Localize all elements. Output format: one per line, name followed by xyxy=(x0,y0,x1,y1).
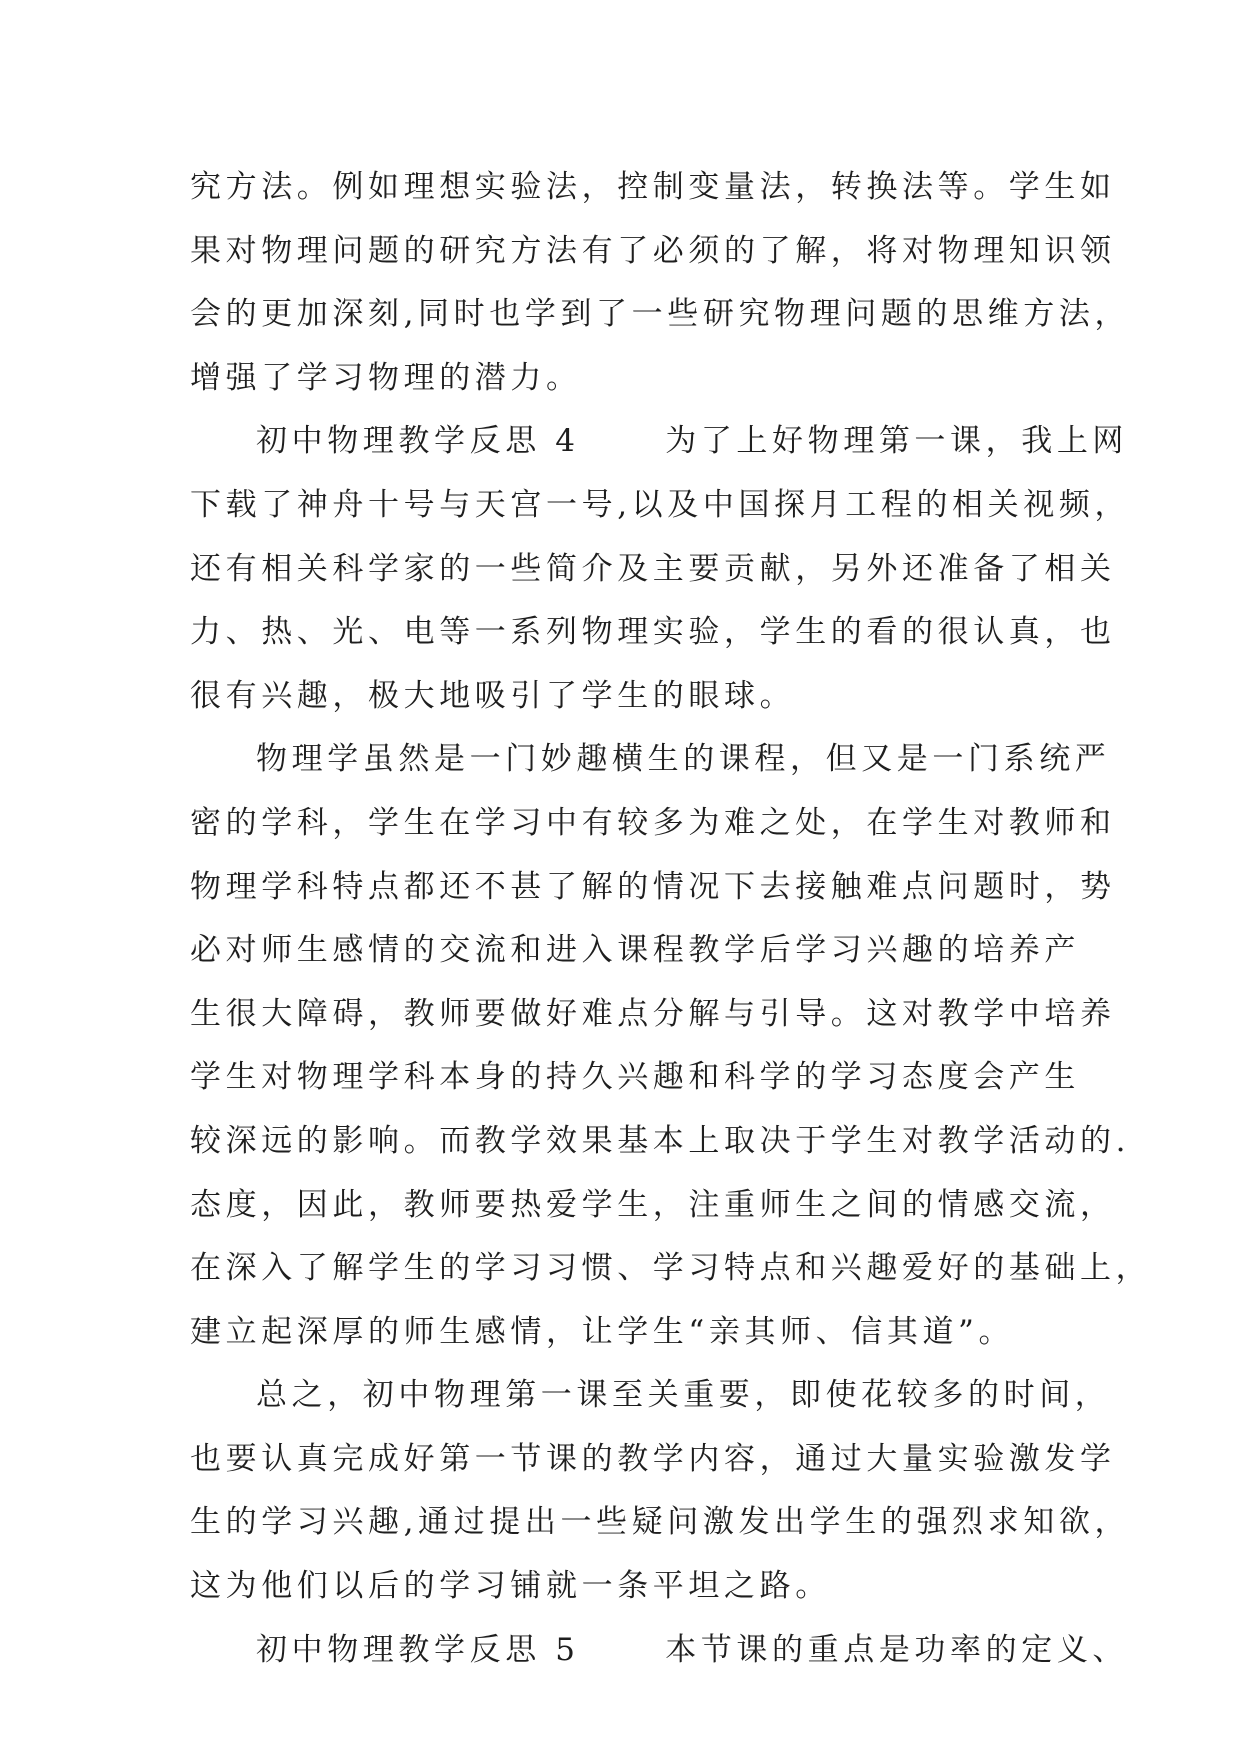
text-line: 较深远的影响。而教学效果基本上取决于学生对教学活动的. xyxy=(190,1122,1131,1159)
text-line: 态度，因此，教师要热爱学生，注重师生之间的情感交流， xyxy=(190,1186,1116,1223)
text-line: 也要认真完成好第一节课的教学内容，通过大量实验激发学 xyxy=(190,1440,1116,1477)
text-line: 初中物理教学反思 4 为了上好物理第一课，我上网 xyxy=(256,423,1129,460)
text-line: 下载了神舟十号与天宫一号,以及中国探月工程的相关视频， xyxy=(190,486,1131,523)
text-line: 这为他们以后的学习铺就一条平坦之路。 xyxy=(190,1568,831,1605)
text-line: 会的更加深刻,同时也学到了一些研究物理问题的思维方法， xyxy=(190,296,1131,333)
text-line: 密的学科，学生在学习中有较多为难之处，在学生对教师和 xyxy=(190,804,1116,841)
text-line: 力、热、光、电等一系列物理实验，学生的看的很认真，也 xyxy=(190,614,1116,651)
text-line: 初中物理教学反思 5 本节课的重点是功率的定义、 xyxy=(256,1631,1129,1668)
text-line: 物理学虽然是一门妙趣横生的课程，但又是一门系统严 xyxy=(256,741,1111,778)
text-line: 建立起深厚的师生感情，让学生“亲其师、信其道”。 xyxy=(190,1313,1015,1350)
text-line: 物理学科特点都还不甚了解的情况下去接触难点问题时，势 xyxy=(190,868,1116,905)
text-line: 在深入了解学生的学习习惯、学习特点和兴趣爱好的基础上， xyxy=(190,1250,1152,1287)
text-line: 学生对物理学科本身的持久兴趣和科学的学习态度会产生 xyxy=(190,1059,1080,1096)
text-line: 生的学习兴趣,通过提出一些疑问激发出学生的强烈求知欲， xyxy=(190,1504,1131,1541)
text-line: 很有兴趣，极大地吸引了学生的眼球。 xyxy=(190,677,796,714)
document-body xyxy=(190,156,1152,1682)
text-line: 果对物理问题的研究方法有了必须的了解，将对物理知识领 xyxy=(190,232,1116,269)
text-line: 生很大障碍，教师要做好难点分解与引导。这对教学中培养 xyxy=(190,995,1116,1032)
text-line: 还有相关科学家的一些简介及主要贡献，另外还准备了相关 xyxy=(190,550,1116,587)
text-line: 增强了学习物理的潜力。 xyxy=(190,359,582,396)
text-line: 究方法。例如理想实验法，控制变量法，转换法等。学生如 xyxy=(190,169,1116,205)
text-line: 必对师生感情的交流和进入课程教学后学习兴趣的培养产 xyxy=(190,932,1080,969)
text-line: 总之，初中物理第一课至关重要，即使花较多的时间， xyxy=(256,1377,1111,1414)
